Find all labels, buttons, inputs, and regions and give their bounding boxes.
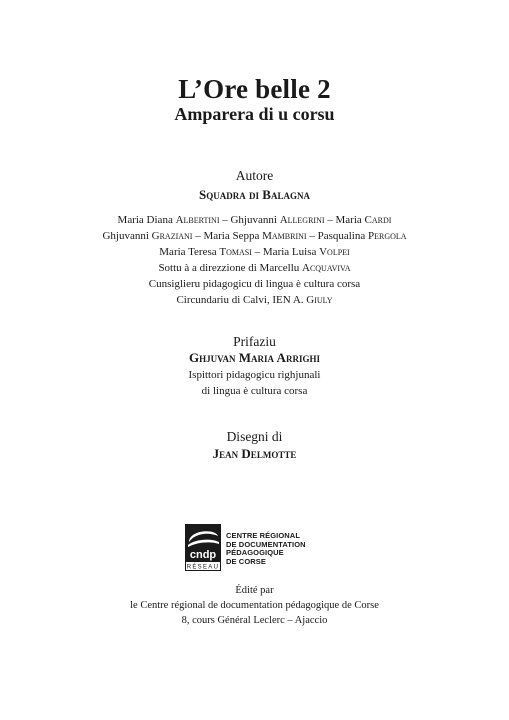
author-text: – Maria <box>324 214 365 226</box>
publisher-org-name <box>226 532 306 566</box>
authors-label: Autore <box>235 168 274 183</box>
author-line <box>0 276 509 292</box>
author-line <box>0 244 509 260</box>
author-line <box>0 212 509 228</box>
preface-role <box>0 367 509 399</box>
author-surname: Cardi <box>364 214 392 226</box>
author-text: Maria Diana <box>117 214 176 226</box>
org-line: DE CORSE <box>226 556 266 566</box>
author-surname: Pergola <box>368 230 407 242</box>
author-text: – Ghjuvanni <box>219 214 280 226</box>
org-line: CENTRE RÉGIONAL <box>226 531 301 540</box>
edited-name: le Centre régional de documentation pédagogique de Corse <box>130 600 379 611</box>
author-surname: Volpei <box>319 246 350 258</box>
preface-role-line: Ispittori pidagogicu righjunali <box>188 369 321 381</box>
drawings-label: Disegni di <box>226 429 283 444</box>
authors-group: Squadra di Balagna <box>199 187 310 202</box>
author-text: – Maria Luisa <box>251 246 320 258</box>
org-line: DE DOCUMENTATION <box>226 539 306 549</box>
author-surname: Giuly <box>306 294 333 306</box>
org-line: PÉDAGOGIQUE <box>226 548 284 557</box>
preface-name: Ghjuvan Maria Arrighi <box>189 350 320 365</box>
author-text: Cunsiglieru pidagogicu di lingua è cultura corsa <box>148 278 361 290</box>
author-surname: Tomasi <box>219 246 252 258</box>
book-title: L’Ore belle 2 <box>178 74 331 104</box>
publisher-address: 8, cours Général Leclerc – Ajaccio <box>181 615 328 626</box>
author-surname: Albertini <box>175 214 220 226</box>
preface-label: Prifaziu <box>233 334 276 349</box>
author-surname: Mambrini <box>262 230 307 242</box>
edited-by: Édité par <box>235 585 274 596</box>
author-text: Maria Teresa <box>159 246 220 258</box>
author-surname: Allegrini <box>279 214 325 226</box>
preface-role-line: di lingua è cultura corsa <box>201 385 308 397</box>
author-line <box>0 292 509 308</box>
publisher-info <box>0 583 509 628</box>
author-surname: Acquaviva <box>302 262 351 274</box>
book-subtitle: Amparera di u corsu <box>174 104 335 124</box>
author-line <box>0 260 509 276</box>
author-text: Sottu à a direzzione di Marcellu <box>158 262 302 274</box>
author-text: – Maria Seppa <box>192 230 263 242</box>
author-text: – Pasqualina <box>306 230 368 242</box>
cndp-logo-icon <box>185 524 221 571</box>
author-line <box>0 228 509 244</box>
author-surname: Graziani <box>151 230 193 242</box>
logo-text: cndp <box>189 549 217 561</box>
logo-subtext: RÉSEAU <box>186 564 220 571</box>
author-text: Circundariu di Calvi, IEN A. <box>176 294 307 306</box>
drawings-name: Jean Delmotte <box>212 446 297 461</box>
author-text: Ghjuvanni <box>102 230 152 242</box>
authors-list <box>0 212 509 308</box>
